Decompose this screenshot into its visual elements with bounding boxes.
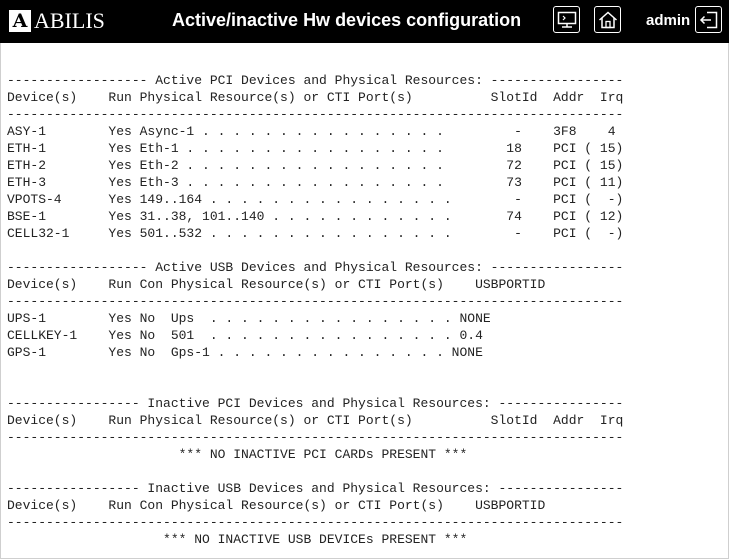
report-line: *** NO INACTIVE PCI CARDs PRESENT ***: [7, 447, 468, 462]
report-panel: [0, 43, 729, 559]
report-line: Device(s) Run Con Physical Resource(s) or CTI Port(s) USBPORTID: [7, 498, 546, 513]
report-line: -------------------------------------------------------------------------------: [7, 107, 624, 122]
username-label: admin: [646, 12, 691, 29]
report-line: [7, 378, 623, 395]
report-line: -------------------------------------------------------------------------------: [7, 294, 624, 309]
report-line: ASY-1 Yes Async-1 . . . . . . . . . . . . . . . . - 3F8 4: [7, 124, 616, 139]
report-line: UPS-1 Yes No Ups . . . . . . . . . . . . . . . . NONE: [7, 311, 491, 326]
report-line: CELL32-1 Yes 501..532 . . . . . . . . . . . . . . . . - PCI ( -): [7, 226, 624, 241]
report-line: ----------------- Inactive USB Devices and Physical Resources: ----------------: [7, 481, 624, 496]
page-title: Active/inactive Hw devices configuration: [172, 10, 522, 30]
report-line: Device(s) Run Physical Resource(s) or CTI Port(s) SlotId Addr Irq: [7, 90, 624, 105]
report-line: CELLKEY-1 Yes No 501 . . . . . . . . . . . . . . . . 0.4: [7, 328, 483, 343]
logout-button[interactable]: [695, 6, 722, 33]
report-line: ------------------ Active USB Devices and Physical Resources: -----------------: [7, 260, 624, 275]
top-bar: [0, 0, 729, 43]
report-line: ETH-3 Yes Eth-3 . . . . . . . . . . . . . . . . . 73 PCI ( 11): [7, 175, 624, 190]
logout-icon: [699, 11, 719, 29]
report-line: BSE-1 Yes 31..38, 101..140 . . . . . . . . . . . . 74 PCI ( 12): [7, 209, 624, 224]
report-line: ETH-2 Yes Eth-2 . . . . . . . . . . . . . . . . . 72 PCI ( 15): [7, 158, 624, 173]
report-line: *** NO INACTIVE USB DEVICEs PRESENT ***: [7, 532, 468, 547]
monitor-icon: [557, 11, 577, 29]
report-line: [7, 361, 623, 378]
report-line: Device(s) Run Con Physical Resource(s) or CTI Port(s) USBPORTID: [7, 277, 546, 292]
report-line: Device(s) Run Physical Resource(s) or CTI Port(s) SlotId Addr Irq: [7, 413, 624, 428]
home-icon: [598, 11, 618, 29]
report-line: -------------------------------------------------------------------------------: [7, 430, 624, 445]
report-line: GPS-1 Yes No Gps-1 . . . . . . . . . . . . . . . NONE: [7, 345, 483, 360]
report-line: [7, 242, 623, 259]
home-button[interactable]: [594, 6, 621, 33]
report-line: -------------------------------------------------------------------------------: [7, 515, 624, 530]
report-line: ------------------ Active PCI Devices and Physical Resources: -----------------: [7, 73, 624, 88]
report-line: VPOTS-4 Yes 149..164 . . . . . . . . . . . . . . . . - PCI ( -): [7, 192, 624, 207]
report-line: [7, 463, 623, 480]
report-line: ----------------- Inactive PCI Devices and Physical Resources: ----------------: [7, 396, 624, 411]
abilis-logo: [9, 9, 105, 33]
report-line: ETH-1 Yes Eth-1 . . . . . . . . . . . . . . . . . 18 PCI ( 15): [7, 141, 624, 156]
logo-letter: A: [9, 10, 31, 32]
device-report: [7, 72, 623, 548]
logo-text: ABILIS: [34, 8, 105, 33]
monitor-button[interactable]: [553, 6, 580, 33]
